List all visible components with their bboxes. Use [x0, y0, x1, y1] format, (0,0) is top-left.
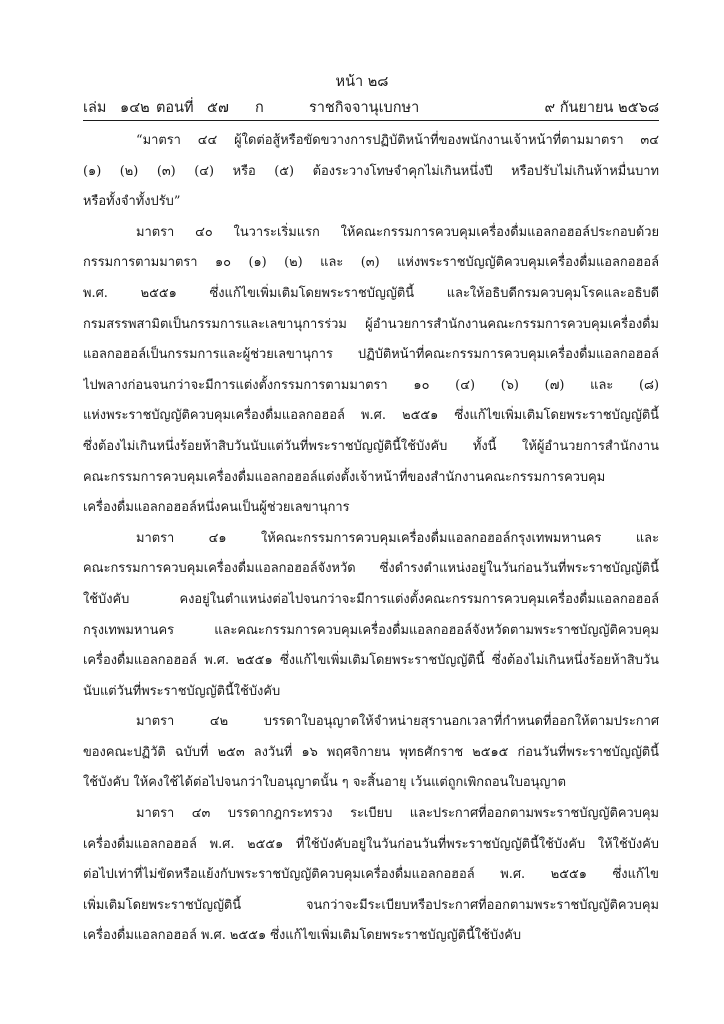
gazette-name: ราชกิจจานุเบกษา — [309, 100, 420, 116]
text-line: คณะกรรมการควบคุมเครื่องดื่มแอลกอฮอล์แต่งตั้งเจ้าหน้าที่ของสำนักงานคณะกรรมการควบคุม — [83, 469, 606, 485]
text-line: เครื่องดื่มแอลกอฮอล์ พ.ศ. ๒๕๕๑ ซึ่งแก้ไขเพิ่มเติมโดยพระราชบัญญัตินี้ใช้บังคับ — [83, 928, 522, 944]
issue-label: ตอนที่ — [156, 100, 194, 116]
text-line: มาตรา ๔๐ ในวาระเริ่มแรก ให้คณะกรรมการควบคุมเครื่องดื่มแอลกอฮอล์ประกอบด้วย — [136, 224, 659, 240]
text-line: “มาตรา ๔๔ ผู้ใดต่อสู้หรือขัดขวางการปฏิบัติหน้าที่ของพนักงานเจ้าหน้าที่ตามมาตรา ๓๔ — [136, 133, 659, 148]
gazette-header — [83, 98, 659, 121]
text-line: มาตรา ๔๒ บรรดาใบอนุญาตให้จำหน่ายสุรานอกเวลาที่กำหนดที่ออกให้ตามประกาศ — [136, 714, 659, 730]
issue-number: ๕๗ — [207, 100, 229, 116]
page-number: หน้า ๒๘ — [335, 74, 389, 90]
text-line: กรุงเทพมหานคร และคณะกรรมการควบคุมเครื่องดื่มแอลกอฮอล์จังหวัดตามพระราชบัญญัติควบคุม — [83, 622, 659, 638]
text-line: พ.ศ. ๒๕๕๑ ซึ่งแก้ไขเพิ่มเติมโดยพระราชบัญญัตินี้ และให้อธิบดีกรมควบคุมโรคและอธิบดี — [83, 285, 659, 301]
text-line: กรรมการตามมาตรา ๑๐ (๑) (๒) และ (๓) แห่งพระราชบัญญัติควบคุมเครื่องดื่มแอลกอฮอล์ — [83, 255, 659, 271]
volume-number: ๑๔๒ — [120, 100, 150, 116]
text-line: มาตรา ๔๓ บรรดากฎกระทรวง ระเบียบ และประกาศที่ออกตามพระราชบัญญัติควบคุม — [136, 806, 659, 822]
text-line: เครื่องดื่มแอลกอฮอล์ พ.ศ. ๒๕๕๑ ที่ใช้บังคับอยู่ในวันก่อนวันที่พระราชบัญญัตินี้ใช้บังคับ ให้ใช้บังคับ — [83, 836, 659, 852]
text-line: ซึ่งต้องไม่เกินหนึ่งร้อยห้าสิบวันนับแต่วันที่พระราชบัญญัตินี้ใช้บังคับ ทั้งนี้ ให้ผู้อำนวยการสำนักงาน — [83, 438, 659, 454]
text-line: คณะกรรมการควบคุมเครื่องดื่มแอลกอฮอล์จังหวัด ซึ่งดำรงตำแหน่งอยู่ในวันก่อนวันที่พระราชบัญญัตินี้ — [83, 561, 659, 577]
text-line: กรมสรรพสามิตเป็นกรรมการและเลขานุการร่วม ผู้อำนวยการสำนักงานคณะกรรมการควบคุมเครื่องดื่ม — [83, 316, 659, 332]
text-line: ของคณะปฏิวัติ ฉบับที่ ๒๕๓ ลงวันที่ ๑๖ พฤศจิกายน พุทธศักราช ๒๕๑๕ ก่อนวันที่พระราชบัญญัตินี้ — [83, 744, 659, 760]
volume-label: เล่ม — [83, 100, 107, 116]
text-line: หรือทั้งจำทั้งปรับ” — [83, 194, 181, 210]
text-line: แอลกอฮอล์เป็นกรรมการและผู้ช่วยเลขานุการ ปฏิบัติหน้าที่คณะกรรมการควบคุมเครื่องดื่มแอลกอฮอล์ — [83, 347, 659, 363]
text-line: นับแต่วันที่พระราชบัญญัตินี้ใช้บังคับ — [83, 683, 281, 699]
publication-date: ๙ กันยายน ๒๕๖๘ — [544, 100, 659, 116]
text-line: (๑) (๒) (๓) (๔) หรือ (๕) ต้องระวางโทษจำคุกไม่เกินหนึ่งปี หรือปรับไม่เกินห้าหมื่นบาท — [83, 163, 659, 179]
text-line: แห่งพระราชบัญญัติควบคุมเครื่องดื่มแอลกอฮอล์ พ.ศ. ๒๕๕๑ ซึ่งแก้ไขเพิ่มเติมโดยพระราชบัญญัตินี้ — [83, 408, 659, 424]
text-line: เครื่องดื่มแอลกอฮอล์ พ.ศ. ๒๕๕๑ ซึ่งแก้ไขเพิ่มเติมโดยพระราชบัญญัตินี้ ซึ่งต้องไม่เกินหนึ่งร้อยห้าสิบวัน — [83, 653, 659, 669]
text-line: ไปพลางก่อนจนกว่าจะมีการแต่งตั้งกรรมการตามมาตรา ๑๐ (๔) (๖) (๗) และ (๘) — [83, 377, 659, 393]
text-line: เครื่องดื่มแอลกอฮอล์หนึ่งคนเป็นผู้ช่วยเลขานุการ — [83, 500, 350, 516]
text-line: เพิ่มเติมโดยพระราชบัญญัตินี้ จนกว่าจะมีระเบียบหรือประกาศที่ออกตามพระราชบัญญัติควบคุม — [83, 897, 659, 913]
section-letter: ก — [255, 100, 264, 116]
text-line: มาตรา ๔๑ ให้คณะกรรมการควบคุมเครื่องดื่มแอลกอฮอล์กรุงเทพมหานคร และ — [136, 530, 659, 546]
text-line: ใช้บังคับ คงอยู่ในตำแหน่งต่อไปจนกว่าจะมีการแต่งตั้งคณะกรรมการควบคุมเครื่องดื่มแอลกอฮอล์ — [83, 591, 659, 607]
text-line: ต่อไปเท่าที่ไม่ขัดหรือแย้งกับพระราชบัญญัติควบคุมเครื่องดื่มแอลกอฮอล์ พ.ศ. ๒๕๕๑ ซึ่งแก้ไข — [83, 867, 659, 883]
text-line: ใช้บังคับ ให้คงใช้ได้ต่อไปจนกว่าใบอนุญาตนั้น ๆ จะสิ้นอายุ เว้นแต่ถูกเพิกถอนใบอนุญาต — [83, 775, 567, 791]
document-body — [83, 126, 659, 952]
